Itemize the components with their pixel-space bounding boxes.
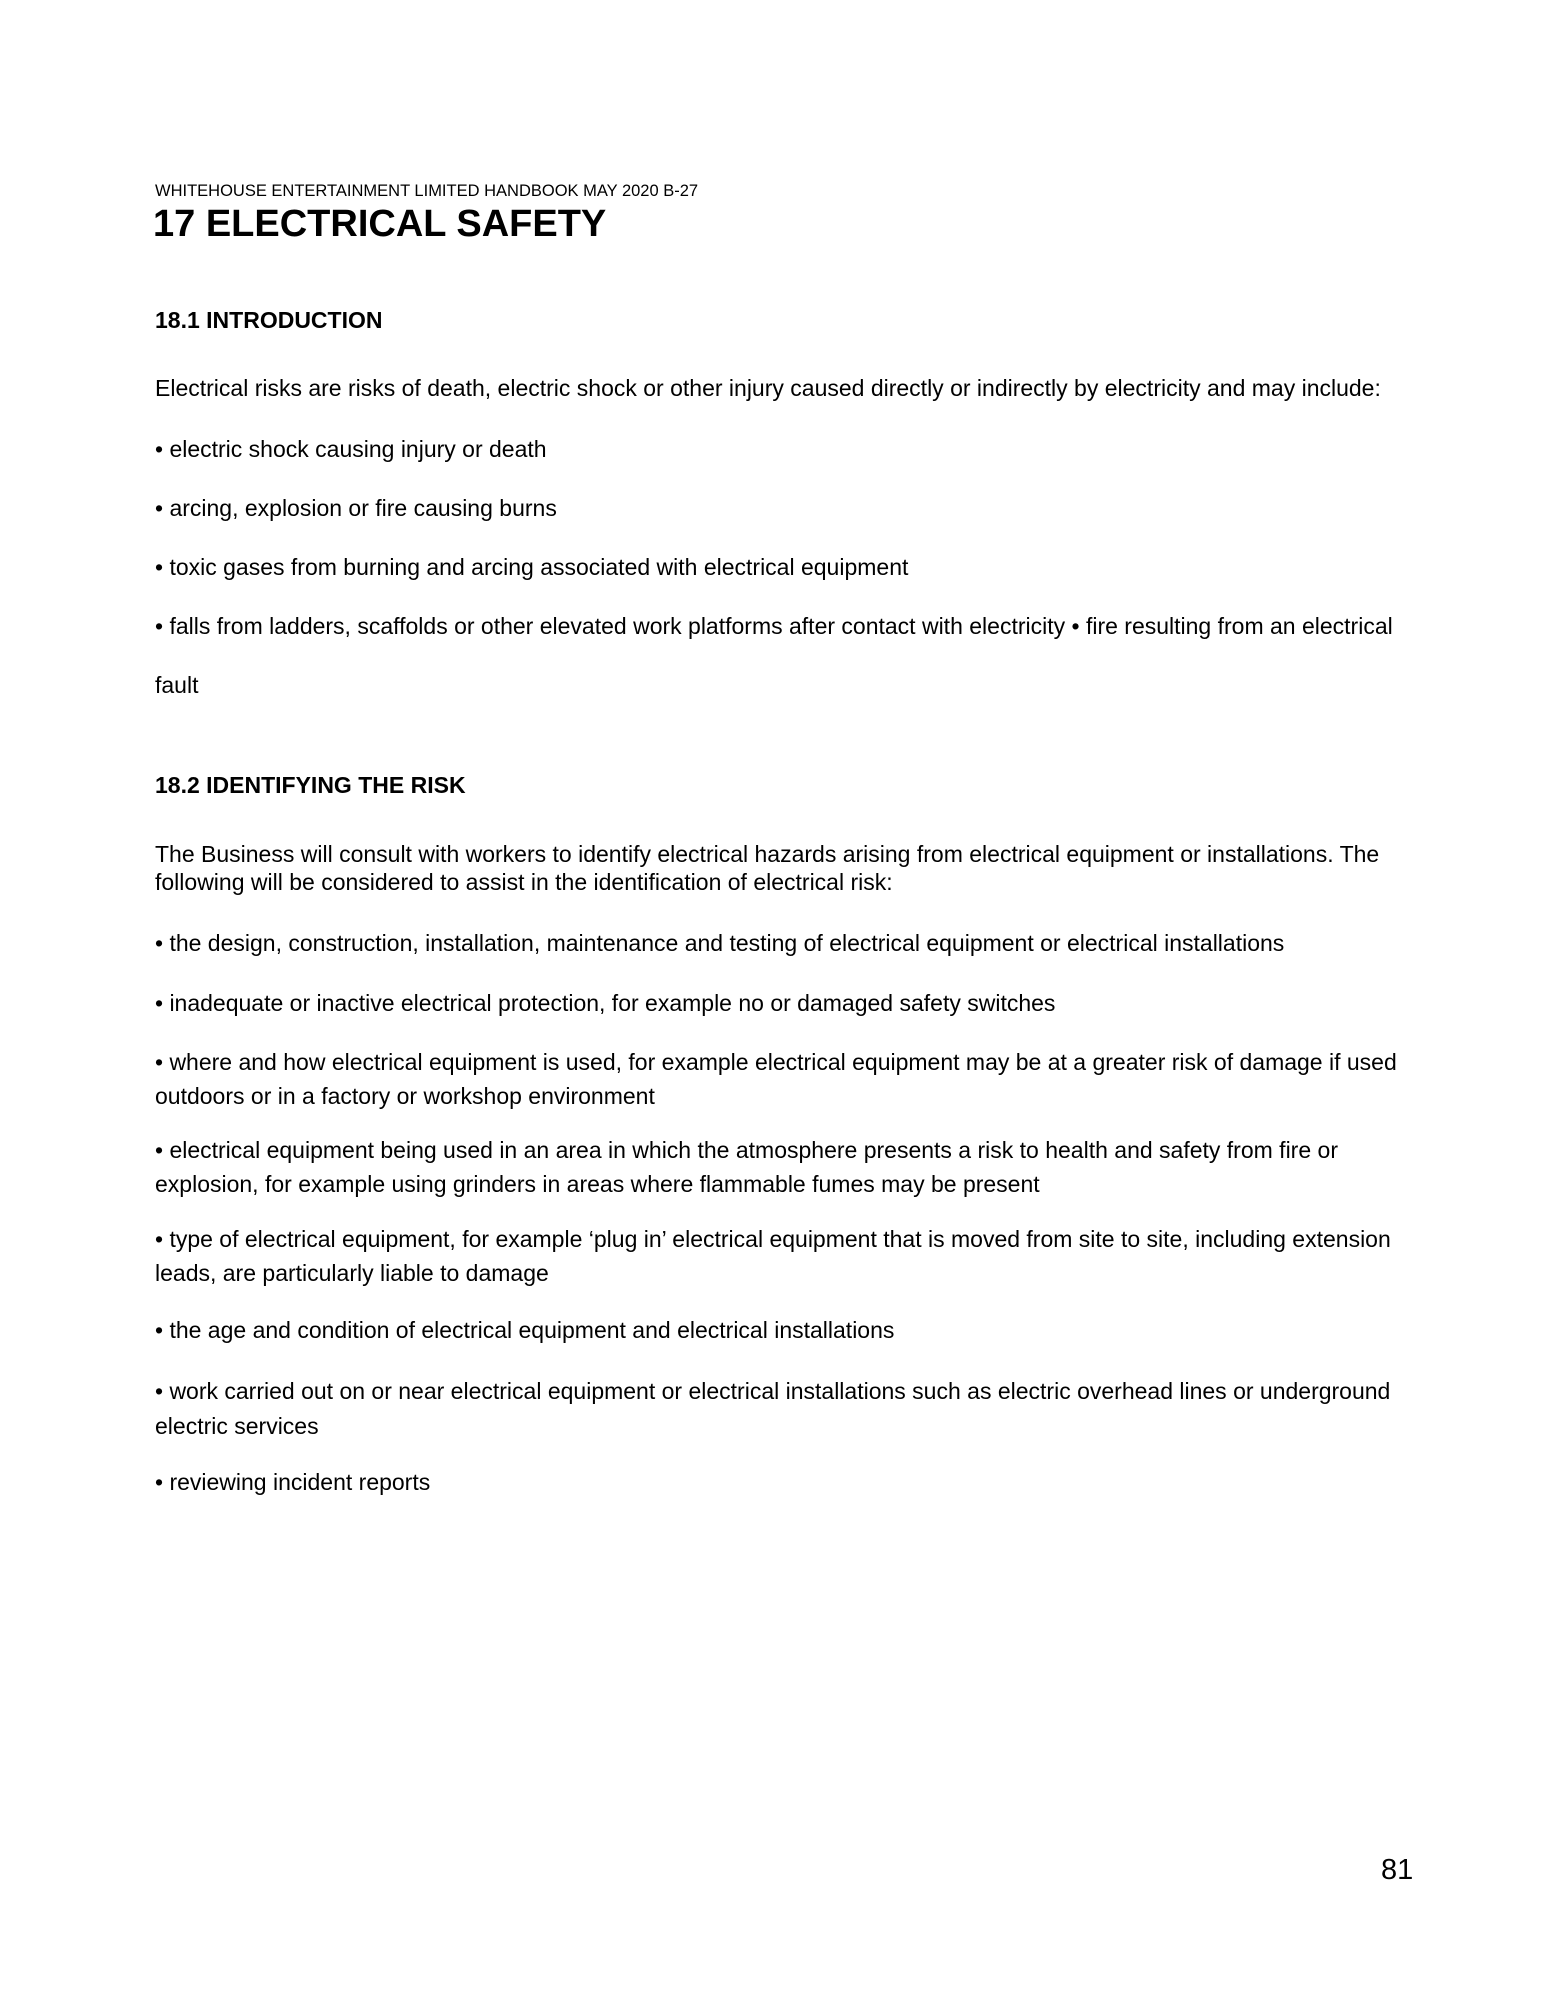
list-item: • work carried out on or near electrical equipment or electrical installations such as electric overhead lines or underground <box>155 1378 1391 1404</box>
list-item: • the design, construction, installation, maintenance and testing of electrical equipment or electrical installations <box>155 930 1285 956</box>
running-header: WHITEHOUSE ENTERTAINMENT LIMITED HANDBOOK MAY 2020 B-27 <box>155 182 699 200</box>
list-item-continuation: fault <box>155 672 199 698</box>
list-item: • inadequate or inactive electrical protection, for example no or damaged safety switches <box>155 990 1056 1016</box>
list-item-continuation: leads, are particularly liable to damage <box>155 1260 549 1286</box>
list-item: • reviewing incident reports <box>155 1469 431 1495</box>
list-item: • falls from ladders, scaffolds or other elevated work platforms after contact with electricity • fire resulting from an electrical <box>155 613 1393 639</box>
page-number: 81 <box>1381 1854 1414 1886</box>
list-item: • toxic gases from burning and arcing associated with electrical equipment <box>155 554 909 580</box>
list-item: • electric shock causing injury or death <box>155 436 547 462</box>
list-item: • electrical equipment being used in an area in which the atmosphere presents a risk to health and safety from fire or <box>155 1137 1338 1163</box>
risk-paragraph-line: The Business will consult with workers to identify electrical hazards arising from electrical equipment or installations. The <box>155 841 1380 867</box>
section-heading-identifying-risk: 18.2 IDENTIFYING THE RISK <box>155 772 466 798</box>
page-title: 17 ELECTRICAL SAFETY <box>153 203 607 245</box>
risk-paragraph-line: following will be considered to assist in the identification of electrical risk: <box>155 869 893 895</box>
intro-paragraph: Electrical risks are risks of death, electric shock or other injury caused directly or indirectly by electricity and may include: <box>155 375 1381 401</box>
list-item-continuation: outdoors or in a factory or workshop environment <box>155 1083 655 1109</box>
list-item: • arcing, explosion or fire causing burns <box>155 495 557 521</box>
list-item: • the age and condition of electrical equipment and electrical installations <box>155 1317 895 1343</box>
list-item: • where and how electrical equipment is used, for example electrical equipment may be at a greater risk of damage if used <box>155 1049 1397 1075</box>
list-item-continuation: explosion, for example using grinders in areas where flammable fumes may be present <box>155 1171 1040 1197</box>
list-item-continuation: electric services <box>155 1413 319 1439</box>
list-item: • type of electrical equipment, for example ‘plug in’ electrical equipment that is moved from site to site, including extension <box>155 1226 1391 1252</box>
section-heading-introduction: 18.1 INTRODUCTION <box>155 307 383 333</box>
